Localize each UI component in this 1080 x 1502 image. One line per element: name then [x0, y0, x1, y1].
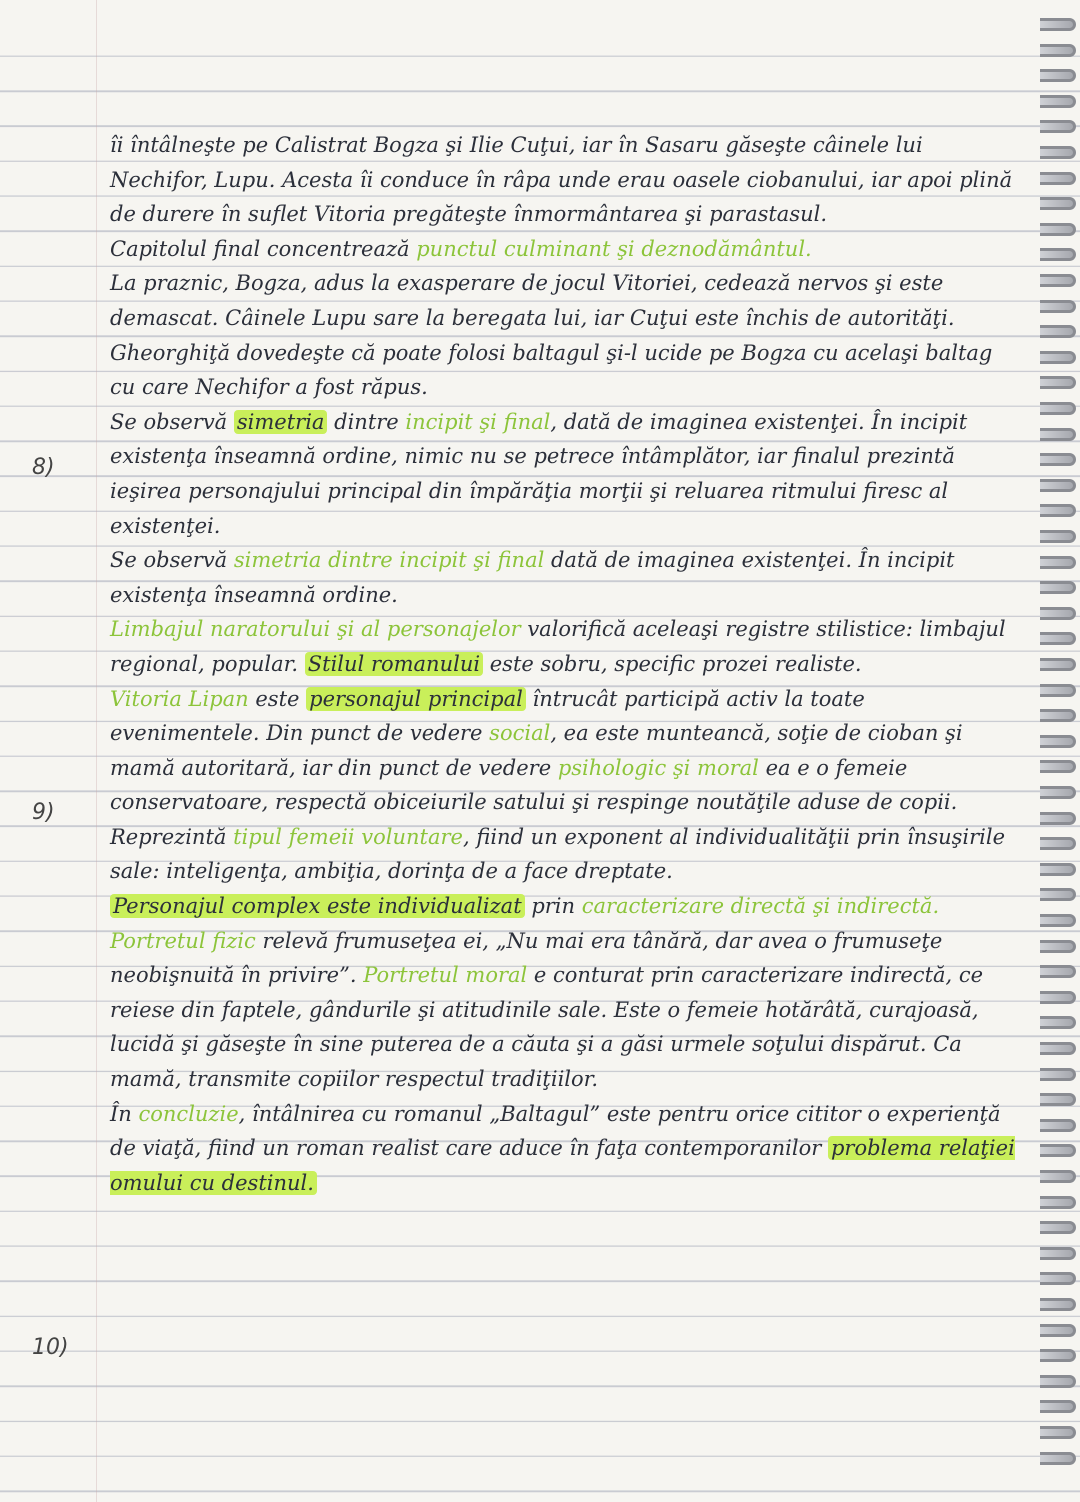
spiral-ring: [1040, 223, 1076, 236]
spiral-binding: [1034, 18, 1080, 1488]
spiral-ring: [1040, 479, 1076, 492]
spiral-ring: [1040, 351, 1076, 364]
spiral-ring: [1040, 991, 1076, 1004]
item-number-9: 9): [32, 800, 55, 825]
spiral-ring: [1040, 1016, 1076, 1029]
spiral-ring: [1040, 1170, 1076, 1183]
spiral-ring: [1040, 735, 1076, 748]
spiral-ring: [1040, 812, 1076, 825]
paragraph-9: În concluzie, întâlnirea cu romanul „Baltagul” este pentru orice cititor o experienţă de viaţă, fiind un roman realist care aduce în faţa contemporanilor problema relaţiei omului cu destinul.: [110, 1101, 1015, 1195]
paragraph-7: Vitoria Lipan este personajul principal întrucât participă activ la toate evenimentele. Din punct de vedere social, ea este munteancă, soţie de cioban şi mamă autoritară, iar din punct de vedere psihologic şi moral ea e o femeie conservatoare, respectă obiceiurile satului şi respinge noutăţile aduse de copii. Reprezintă tipul femeii voluntare, fiind un exponent al individualităţii prin însuşirile sale: inteligenţa, ambiţia, dorinţa de a face dreptate.: [110, 686, 1006, 884]
margin-line: [96, 0, 97, 1502]
spiral-ring: [1040, 556, 1076, 569]
spiral-ring: [1040, 18, 1076, 31]
spiral-ring: [1040, 376, 1076, 389]
item-number-8: 8): [32, 455, 55, 480]
spiral-ring: [1040, 300, 1076, 313]
spiral-ring: [1040, 837, 1076, 850]
paragraph-6: Limbajul naratorului şi al personajelor valorifică aceleaşi registre stilistice: limbajul regional, popular. Stilul romanului este sobru, specific prozei realiste.: [110, 617, 1006, 676]
paragraph-5: Se observă simetria dintre incipit şi final dată de imaginea existenţei. În incipit existenţa înseamnă ordine.: [110, 548, 955, 607]
handwritten-notes: [110, 128, 1015, 1200]
spiral-ring: [1040, 325, 1076, 338]
paragraph-4: Se observă simetria dintre incipit şi final, dată de imaginea existenţei. În incipit existenţa înseamnă ordine, nimic nu se petrece întâmplător, iar finalul prezintă ieşirea personajului principal din împărăţia morţii şi reluarea ritmului firesc al existenţei.: [110, 409, 968, 538]
spiral-ring: [1040, 69, 1076, 82]
spiral-ring: [1040, 709, 1076, 722]
spiral-ring: [1040, 197, 1076, 210]
spiral-ring: [1040, 172, 1076, 185]
paragraph-3: La praznic, Bogza, adus la exasperare de jocul Vitoriei, cedează nervos şi este demascat. Câinele Lupu sare la beregata lui, iar Cuţui este închis de autorităţi. Gheorghiţă dovedeşte că poate folosi baltagul şi-l ucide pe Bogza cu acelaşi baltag cu care Nechifor a fost răpus.: [110, 271, 993, 400]
spiral-ring: [1040, 786, 1076, 799]
spiral-ring: [1040, 940, 1076, 953]
spiral-ring: [1040, 95, 1076, 108]
spiral-ring: [1040, 1068, 1076, 1081]
spiral-ring: [1040, 658, 1076, 671]
spiral-ring: [1040, 453, 1076, 466]
spiral-ring: [1040, 44, 1076, 57]
spiral-ring: [1040, 504, 1076, 517]
paragraph-2: Capitolul final concentrează punctul culminant şi deznodământul.: [110, 236, 812, 261]
spiral-ring: [1040, 914, 1076, 927]
item-number-10: 10): [32, 1335, 69, 1360]
spiral-ring: [1040, 248, 1076, 261]
spiral-ring: [1040, 120, 1076, 133]
spiral-ring: [1040, 146, 1076, 159]
spiral-ring: [1040, 1426, 1076, 1439]
spiral-ring: [1040, 760, 1076, 773]
spiral-ring: [1040, 1400, 1076, 1413]
spiral-ring: [1040, 530, 1076, 543]
spiral-ring: [1040, 1196, 1076, 1209]
spiral-ring: [1040, 428, 1076, 441]
spiral-ring: [1040, 1247, 1076, 1260]
spiral-ring: [1040, 1221, 1076, 1234]
spiral-ring: [1040, 684, 1076, 697]
spiral-ring: [1040, 1272, 1076, 1285]
spiral-ring: [1040, 1298, 1076, 1311]
spiral-ring: [1040, 607, 1076, 620]
paragraph-8: Personajul complex este individualizat prin caracterizare directă şi indirectă. Portretul fizic relevă frumuseţea ei, „Nu mai era tânără, dar avea o frumuseţe neobişnuită în privire”. Portretul moral e conturat prin caracterizare indirectă, ce reiese din faptele, gândurile şi atitudinile sale. Este o femeie hotărâtă, curajoasă, lucidă şi găseşte în sine puterea de a căuta şi a găsi urmele soţului dispărut. Ca mamă, transmite copiilor respectul tradiţiilor.: [110, 894, 984, 1092]
spiral-ring: [1040, 1042, 1076, 1055]
paragraph-1: îi întâlneşte pe Calistrat Bogza şi Ilie Cuţui, iar în Sasaru găseşte câinele lui Nechifor, Lupu. Acesta îi conduce în râpa unde erau oasele ciobanului, iar apoi plină de durere în suflet Vitoria pregăteşte înmormântarea şi parastasul.: [110, 133, 1013, 227]
spiral-ring: [1040, 402, 1076, 415]
spiral-ring: [1040, 632, 1076, 645]
spiral-ring: [1040, 863, 1076, 876]
spiral-ring: [1040, 1452, 1076, 1465]
spiral-ring: [1040, 1119, 1076, 1132]
spiral-ring: [1040, 1375, 1076, 1388]
spiral-ring: [1040, 1093, 1076, 1106]
spiral-ring: [1040, 888, 1076, 901]
spiral-ring: [1040, 1324, 1076, 1337]
spiral-ring: [1040, 581, 1076, 594]
spiral-ring: [1040, 965, 1076, 978]
spiral-ring: [1040, 274, 1076, 287]
spiral-ring: [1040, 1349, 1076, 1362]
spiral-ring: [1040, 1144, 1076, 1157]
